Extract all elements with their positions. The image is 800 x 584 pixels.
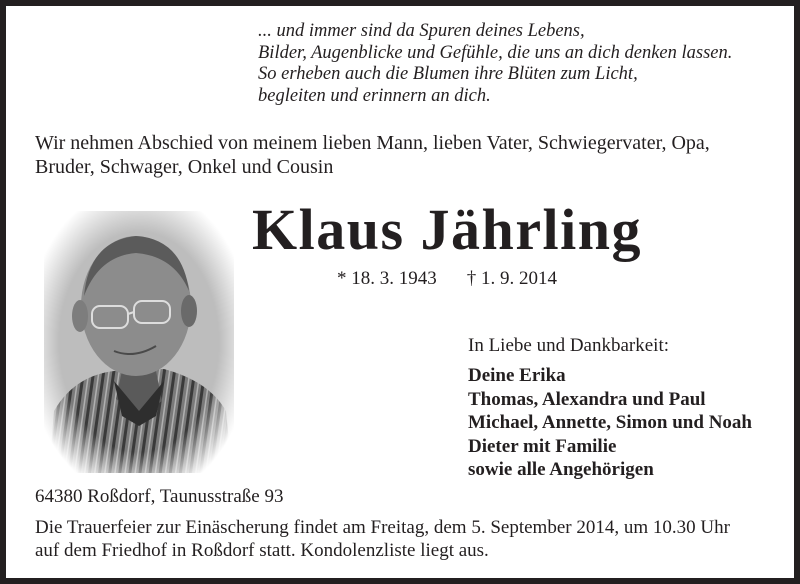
intro-line: Bruder, Schwager, Onkel und Cousin [35, 156, 334, 178]
family-address: 64380 Roßdorf, Taunusstraße 93 [35, 486, 284, 507]
obituary-notice [6, 6, 794, 578]
ceremony-line: Die Trauerfeier zur Einäscherung findet am Freitag, dem 5. September 2014, um 10.30 Uhr [35, 517, 730, 538]
portrait-image [44, 211, 234, 473]
mourner-entry: Thomas, Alexandra und Paul [468, 388, 706, 410]
birth-date: * 18. 3. 1943 [337, 268, 437, 289]
mourners-heading: In Liebe und Dankbarkeit: [468, 335, 670, 356]
poem-line: begleiten und erinnern an dich. [258, 85, 491, 106]
deceased-name: Klaus Jährling [252, 197, 643, 262]
ceremony-info [35, 516, 730, 562]
farewell-intro [35, 131, 710, 179]
mourner-entry: Dieter mit Familie [468, 435, 617, 457]
life-dates [337, 268, 557, 290]
death-date: † 1. 9. 2014 [466, 268, 557, 289]
mourners-list [468, 364, 752, 482]
intro-line: Wir nehmen Abschied von meinem lieben Mann, lieben Vater, Schwiegervater, Opa, [35, 132, 710, 154]
mourner-entry: Deine Erika [468, 365, 566, 386]
portrait-photo [44, 211, 234, 473]
mourner-entry: sowie alle Angehörigen [468, 459, 654, 480]
poem-line: So erheben auch die Blumen ihre Blüten zum Licht, [258, 64, 638, 84]
poem-line: Bilder, Augenblicke und Gefühle, die uns an dich denken lassen. [258, 42, 733, 63]
ceremony-line: auf dem Friedhof in Roßdorf statt. Kondolenzliste liegt aus. [35, 540, 489, 561]
poem-line: ... und immer sind da Spuren deines Lebens, [258, 21, 585, 41]
mourner-entry: Michael, Annette, Simon und Noah [468, 412, 752, 433]
poem-verse [258, 21, 732, 107]
